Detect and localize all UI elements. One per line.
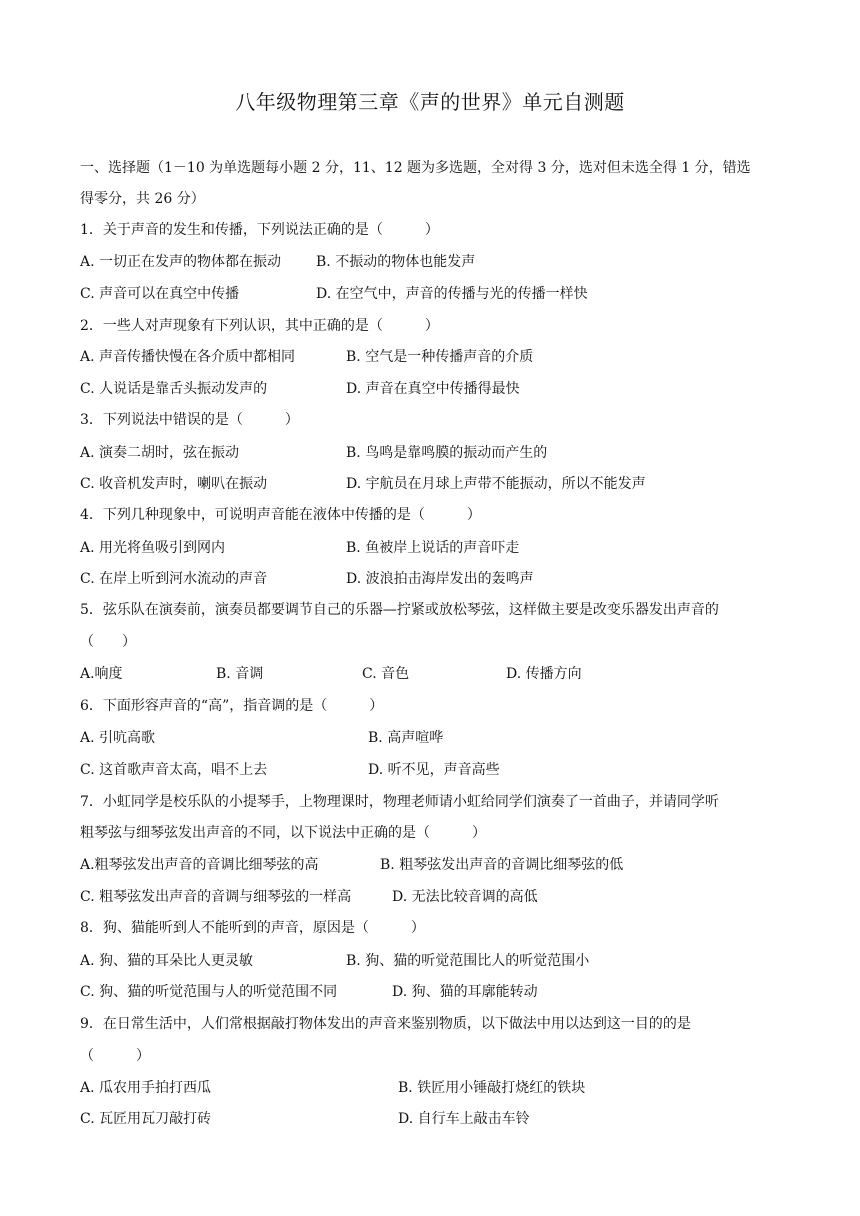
page-title: 八年级物理第三章《声的世界》单元自测题 bbox=[235, 90, 625, 114]
question-7-stem-line-2: 粗琴弦与细琴弦发出声音的不同，以下说法中正确的是（ ） bbox=[80, 825, 486, 841]
question-2-option-b: B. 空气是一种传播声音的介质 bbox=[346, 349, 534, 365]
question-2-stem: 2．一些人对声现象有下列认识，其中正确的是（ ） bbox=[80, 318, 439, 334]
question-5-option-c: C. 音色 bbox=[362, 666, 410, 682]
question-9-option-b: B. 铁匠用小锤敲打烧红的铁块 bbox=[398, 1080, 586, 1096]
question-6-stem: 6．下面形容声音的“高”，指音调的是（ ） bbox=[80, 698, 384, 714]
section-instructions-line-2: 得零分，共 26 分） bbox=[80, 191, 205, 207]
question-6-option-a: A. 引吭高歌 bbox=[80, 730, 156, 746]
question-1-stem: 1．关于声音的发生和传播，下列说法正确的是（ ） bbox=[80, 222, 439, 238]
question-7-option-c: C. 粗琴弦发出声音的音调与细琴弦的一样高 bbox=[80, 889, 352, 905]
question-5-option-b: B. 音调 bbox=[216, 666, 264, 682]
question-9-option-d: D. 自行车上敲击车铃 bbox=[398, 1111, 530, 1127]
question-8-option-d: D. 狗、猫的耳廓能转动 bbox=[392, 984, 538, 1000]
question-5-stem-line-2: （ ） bbox=[80, 634, 136, 650]
question-1-option-b: B. 不振动的物体也能发声 bbox=[316, 254, 476, 270]
question-1-option-d: D. 在空气中，声音的传播与光的传播一样快 bbox=[316, 286, 588, 302]
question-6-option-b: B. 高声喧哗 bbox=[368, 730, 444, 746]
question-7-option-d: D. 无法比较音调的高低 bbox=[392, 889, 538, 905]
question-7-option-b: B. 粗琴弦发出声音的音调比细琴弦的低 bbox=[380, 857, 624, 873]
question-4-option-a: A. 用光将鱼吸引到网内 bbox=[80, 540, 226, 556]
question-1-option-c: C. 声音可以在真空中传播 bbox=[80, 286, 240, 302]
question-6-option-c: C. 这首歌声音太高，唱不上去 bbox=[80, 762, 268, 778]
question-4-stem: 4．下列几种现象中，可说明声音能在液体中传播的是（ ） bbox=[80, 507, 481, 523]
question-3-stem: 3．下列说法中错误的是（ ） bbox=[80, 412, 299, 428]
question-8-option-a: A. 狗、猫的耳朵比人更灵敏 bbox=[80, 953, 254, 969]
question-8-option-c: C. 狗、猫的听觉范围与人的听觉范围不同 bbox=[80, 984, 338, 1000]
question-9-option-c: C. 瓦匠用瓦刀敲打砖 bbox=[80, 1111, 212, 1127]
question-5-option-d: D. 传播方向 bbox=[506, 666, 582, 682]
question-7-stem-line-1: 7．小虹同学是校乐队的小提琴手，上物理课时，物理老师请小虹给同学们演奏了一首曲子，并请同学听 bbox=[80, 794, 719, 810]
question-9-option-a: A. 瓜农用手拍打西瓜 bbox=[80, 1080, 212, 1096]
question-3-option-c: C. 收音机发声时，喇叭在振动 bbox=[80, 476, 268, 492]
question-4-option-b: B. 鱼被岸上说话的声音吓走 bbox=[346, 540, 520, 556]
question-6-option-d: D. 听不见，声音高些 bbox=[368, 762, 500, 778]
question-9-stem-line-2: （ ） bbox=[80, 1048, 150, 1064]
question-8-option-b: B. 狗、猫的听觉范围比人的听觉范围小 bbox=[346, 953, 590, 969]
question-1-option-a: A. 一切正在发声的物体都在振动 bbox=[80, 254, 282, 270]
question-2-option-a: A. 声音传播快慢在各介质中都相同 bbox=[80, 349, 296, 365]
question-8-stem: 8．狗、猫能听到人不能听到的声音，原因是（ ） bbox=[80, 920, 425, 936]
question-4-option-d: D. 波浪拍击海岸发出的轰鸣声 bbox=[346, 571, 534, 587]
question-4-option-c: C. 在岸上听到河水流动的声音 bbox=[80, 571, 268, 587]
question-3-option-d: D. 宇航员在月球上声带不能振动，所以不能发声 bbox=[346, 476, 646, 492]
question-2-option-d: D. 声音在真空中传播得最快 bbox=[346, 381, 520, 397]
question-5-stem-line-1: 5．弦乐队在演奏前，演奏员都要调节自己的乐器—拧紧或放松琴弦，这样做主要是改变乐器发出声音的 bbox=[80, 602, 719, 618]
question-9-stem-line-1: 9．在日常生活中，人们常根据敲打物体发出的声音来鉴别物质，以下做法中用以达到这一目的的是 bbox=[80, 1016, 691, 1032]
section-instructions-line-1: 一、选择题（1－10 为单选题每小题 2 分，11、12 题为多选题，全对得 3 分，选对但未选全得 1 分，错选 bbox=[80, 160, 751, 176]
question-3-option-b: B. 鸟鸣是靠鸣膜的振动而产生的 bbox=[346, 445, 548, 461]
question-5-option-a: A.响度 bbox=[80, 666, 123, 682]
question-3-option-a: A. 演奏二胡时，弦在振动 bbox=[80, 445, 240, 461]
question-2-option-c: C. 人说话是靠舌头振动发声的 bbox=[80, 381, 268, 397]
question-7-option-a: A.粗琴弦发出声音的音调比细琴弦的高 bbox=[80, 857, 319, 873]
